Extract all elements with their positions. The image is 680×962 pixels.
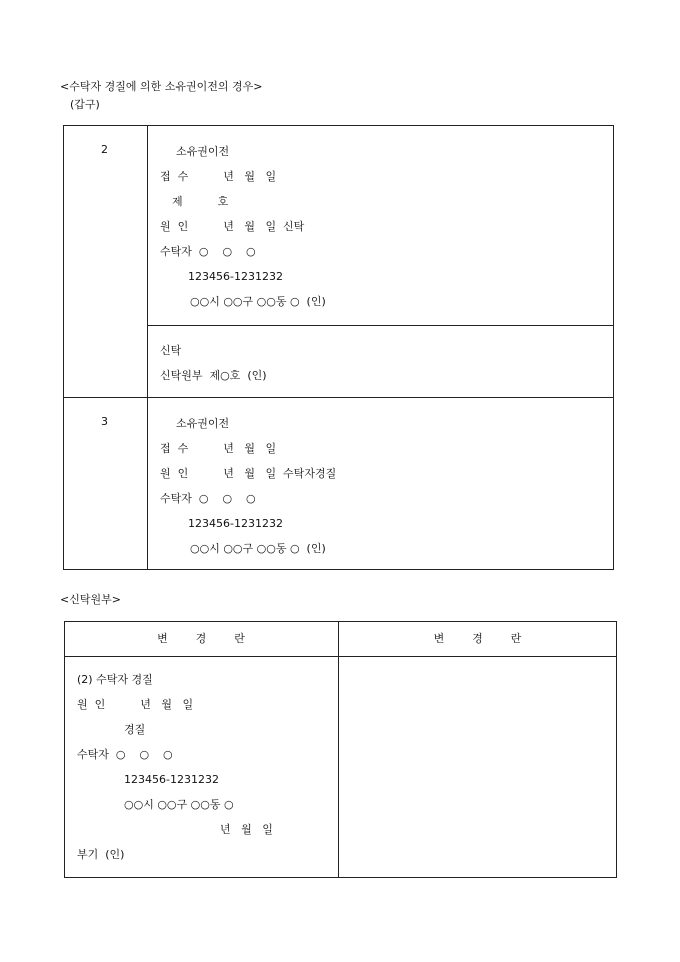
cause-line: 원 인 년 월 일 수탁자경질: [160, 467, 337, 480]
gapgu-table: [63, 125, 614, 570]
entry-purpose: 소유권이전: [176, 417, 230, 430]
trust-header-divider: [64, 656, 617, 657]
change-label: 경질: [124, 723, 146, 736]
cause-line: 원 인 년 월 일: [77, 698, 194, 711]
trustee-line: 수탁자 ○ ○ ○: [77, 748, 173, 761]
address-line: ○○시 ○○구 ○○동 ○ (인): [190, 542, 326, 555]
change-column-header: 변 경 란: [433, 632, 522, 645]
date-line: 년 월 일: [220, 823, 273, 836]
section-label-gapgu: (갑구): [70, 98, 100, 111]
registration-number: 123456-1231232: [124, 773, 219, 786]
trust-register-line: 신탁원부 제○호 (인): [160, 369, 267, 382]
annotation-seal-line: 부기 (인): [77, 848, 125, 861]
registration-number: 123456-1231232: [188, 270, 283, 283]
registration-number: 123456-1231232: [188, 517, 283, 530]
receipt-line: 접 수 년 월 일: [160, 170, 277, 183]
entry-purpose: 소유권이전: [176, 145, 230, 158]
receipt-number-line: 제 호: [172, 195, 229, 208]
gapgu-subrow-divider: [147, 325, 614, 326]
change-column-header: 변 경 란: [157, 632, 245, 645]
trust-label: 신탁: [160, 344, 182, 357]
rank-number: 2: [101, 143, 108, 156]
address-line: ○○시 ○○구 ○○동 ○: [124, 798, 234, 811]
trustee-change-title: (2) 수탁자 경질: [77, 673, 153, 686]
gapgu-row-divider: [63, 397, 614, 398]
rank-number: 3: [101, 415, 108, 428]
cause-line: 원 인 년 월 일 신탁: [160, 220, 305, 233]
receipt-line: 접 수 년 월 일: [160, 442, 277, 455]
trust-register-heading: <신탁원부>: [60, 593, 121, 606]
trust-column-divider: [338, 621, 339, 878]
trustee-line: 수탁자 ○ ○ ○: [160, 245, 256, 258]
trustee-line: 수탁자 ○ ○ ○: [160, 492, 256, 505]
gapgu-column-divider: [147, 125, 148, 570]
document-heading: <수탁자 경질에 의한 소유권이전의 경우>: [60, 80, 263, 93]
address-line: ○○시 ○○구 ○○동 ○ (인): [190, 295, 326, 308]
